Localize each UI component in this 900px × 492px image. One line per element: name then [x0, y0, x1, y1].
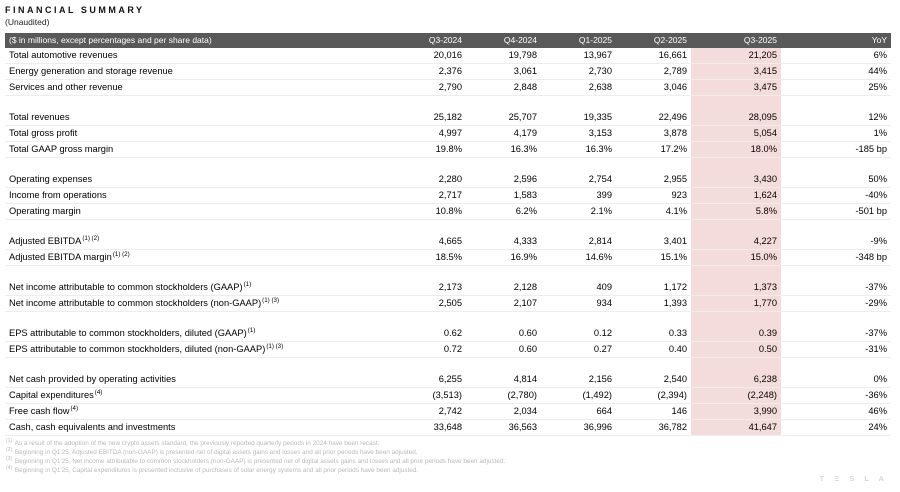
footnote-marker: (1) — [247, 326, 256, 334]
cell-value: -37% — [865, 282, 887, 292]
cell-value: 17.2% — [660, 144, 687, 154]
spacer-cell — [616, 158, 691, 172]
cell-value: 50% — [868, 174, 887, 184]
cell-value: 3,430 — [691, 172, 781, 187]
spacer-cell — [466, 158, 541, 172]
column-header-q3-2025: Q3-2025 — [743, 35, 777, 45]
spacer-cell — [466, 220, 541, 234]
cell-value: 25,707 — [508, 112, 537, 122]
cell-value: 1,583 — [513, 190, 537, 200]
cell-value: 0.12 — [593, 328, 612, 338]
table-row — [5, 420, 891, 436]
table-row — [5, 388, 891, 404]
column-header-yoy: YoY — [871, 35, 887, 45]
cell-value: 15.1% — [660, 252, 687, 262]
cell-value: 15.0% — [691, 250, 781, 265]
table-row — [5, 188, 891, 204]
cell-value: 6% — [873, 50, 887, 60]
footnote — [5, 448, 895, 457]
cell-value: 2,505 — [438, 298, 462, 308]
cell-value: (2,248) — [691, 388, 781, 403]
footnote-marker: (1) (2) — [112, 250, 130, 258]
row-label-text: Total automotive revenues — [9, 50, 118, 60]
column-header-q3-2024: Q3-2024 — [428, 35, 462, 45]
cell-value: 4,814 — [513, 374, 537, 384]
cell-value: 0.33 — [668, 328, 687, 338]
footnote-number: (3) — [6, 456, 13, 463]
row-label-text: Total GAAP gross margin — [9, 144, 114, 154]
row-label-text: Net cash provided by operating activities — [9, 374, 176, 384]
footnote — [5, 457, 895, 466]
spacer-cell — [541, 220, 616, 234]
cell-value: 0.60 — [518, 344, 537, 354]
row-label — [5, 126, 391, 141]
cell-value: 36,996 — [583, 422, 612, 432]
cell-value: 20,016 — [433, 50, 462, 60]
spacer-cell — [781, 266, 891, 280]
table-spacer-row — [5, 158, 891, 172]
row-label-text: Services and other revenue — [9, 82, 123, 92]
cell-value: -348 bp — [855, 252, 887, 262]
footnote-marker: (1) (3) — [266, 342, 284, 350]
cell-value: 41,647 — [691, 420, 781, 435]
table-row — [5, 204, 891, 220]
row-label — [5, 250, 391, 265]
spacer-cell — [391, 312, 466, 326]
cell-value: 0.50 — [691, 342, 781, 357]
cell-value: 3,153 — [588, 128, 612, 138]
row-label-text: Total gross profit — [9, 128, 78, 138]
column-header-q2-2025: Q2-2025 — [653, 35, 687, 45]
cell-value: 4.1% — [665, 206, 687, 216]
footnote-number: (4) — [6, 465, 13, 472]
cell-value: 3,046 — [663, 82, 687, 92]
table-row — [5, 80, 891, 96]
row-label — [5, 142, 391, 157]
spacer-cell — [691, 220, 781, 234]
spacer-cell — [5, 96, 391, 110]
table-row — [5, 48, 891, 64]
table-spacer-row — [5, 358, 891, 372]
table-row — [5, 126, 891, 142]
spacer-cell — [541, 312, 616, 326]
cell-value: 19.8% — [435, 144, 462, 154]
cell-value: 0.72 — [443, 344, 462, 354]
spacer-cell — [691, 358, 781, 372]
table-row — [5, 64, 891, 80]
cell-value: 14.6% — [585, 252, 612, 262]
row-label — [5, 188, 391, 203]
cell-value: 2,955 — [663, 174, 687, 184]
row-label — [5, 296, 391, 311]
tesla-logo: T Ξ S L A — [819, 474, 888, 483]
spacer-cell — [391, 266, 466, 280]
table-row — [5, 250, 891, 266]
footnote-marker: (1) (2) — [82, 234, 100, 242]
spacer-cell — [616, 220, 691, 234]
cell-value: 2,156 — [588, 374, 612, 384]
table-spacer-row — [5, 266, 891, 280]
cell-value: 2,034 — [513, 406, 537, 416]
spacer-cell — [781, 312, 891, 326]
cell-value: 2,638 — [588, 82, 612, 92]
footnote-marker: (1) — [243, 280, 252, 288]
spacer-cell — [5, 158, 391, 172]
cell-value: 2,173 — [438, 282, 462, 292]
footnotes-block — [5, 439, 895, 475]
spacer-cell — [781, 96, 891, 110]
row-label-text: Operating margin — [9, 206, 81, 216]
spacer-cell — [541, 96, 616, 110]
cell-value: -501 bp — [855, 206, 887, 216]
footnote-text: Beginning in Q1'25, Capital expenditures is presented inclusive of purchases of solar energy systems and all prior periods have been adjusted. — [14, 467, 419, 475]
cell-value: 1,770 — [691, 296, 781, 311]
cell-value: 4,665 — [438, 236, 462, 246]
footnote-number: (1) — [6, 437, 13, 444]
cell-value: 5.8% — [691, 204, 781, 219]
cell-value: 6,255 — [438, 374, 462, 384]
financial-summary-table — [5, 33, 891, 436]
cell-value: 10.8% — [435, 206, 462, 216]
cell-value: 0.39 — [691, 326, 781, 341]
table-row — [5, 280, 891, 296]
spacer-cell — [5, 266, 391, 280]
cell-value: 12% — [868, 112, 887, 122]
spacer-cell — [541, 158, 616, 172]
spacer-cell — [781, 358, 891, 372]
cell-value: (2,394) — [657, 390, 687, 400]
cell-value: 934 — [596, 298, 612, 308]
table-row — [5, 372, 891, 388]
row-label — [5, 204, 391, 219]
spacer-cell — [616, 312, 691, 326]
cell-value: 3,878 — [663, 128, 687, 138]
column-header-q4-2024: Q4-2024 — [503, 35, 537, 45]
row-label-text: Cash, cash equivalents and investments — [9, 422, 176, 432]
spacer-cell — [5, 312, 391, 326]
spacer-cell — [466, 266, 541, 280]
cell-value: (3,513) — [432, 390, 462, 400]
cell-value: 0.40 — [668, 344, 687, 354]
row-label — [5, 80, 391, 95]
cell-value: 2,754 — [588, 174, 612, 184]
row-label-text: Total revenues — [9, 112, 70, 122]
spacer-cell — [5, 220, 391, 234]
row-label — [5, 234, 391, 249]
row-label-text: EPS attributable to common stockholders, diluted (GAAP) — [9, 328, 247, 338]
spacer-cell — [391, 96, 466, 110]
cell-value: 2,848 — [513, 82, 537, 92]
cell-value: -29% — [865, 298, 887, 308]
table-header-caption: ($ in millions, except percentages and per share data) — [9, 35, 212, 45]
table-header-row — [5, 33, 891, 48]
row-label — [5, 372, 391, 387]
table-row — [5, 172, 891, 188]
cell-value: 399 — [596, 190, 612, 200]
row-label-text: Capital expenditures — [9, 390, 94, 400]
cell-value: 19,335 — [583, 112, 612, 122]
cell-value: 16.3% — [585, 144, 612, 154]
cell-value: 664 — [596, 406, 612, 416]
footnote — [5, 466, 895, 475]
cell-value: 1,172 — [663, 282, 687, 292]
cell-value: 4,227 — [691, 234, 781, 249]
footnote-marker: (4) — [94, 388, 103, 396]
cell-value: 2,814 — [588, 236, 612, 246]
spacer-cell — [541, 358, 616, 372]
cell-value: 1% — [873, 128, 887, 138]
row-label-text: Adjusted EBITDA margin — [9, 252, 112, 262]
spacer-cell — [691, 266, 781, 280]
cell-value: 18.5% — [435, 252, 462, 262]
cell-value: 2,790 — [438, 82, 462, 92]
cell-value: 16,661 — [658, 50, 687, 60]
cell-value: 16.3% — [510, 144, 537, 154]
row-label — [5, 404, 391, 419]
row-label — [5, 326, 391, 341]
cell-value: 0% — [873, 374, 887, 384]
row-label — [5, 342, 391, 357]
cell-value: -36% — [865, 390, 887, 400]
footnote-text: Beginning in Q1'25, Net income attributable to common stockholders (non-GAAP) is presented net of digital assets gains and losses and all prior periods have been adjusted. — [14, 458, 506, 466]
cell-value: -185 bp — [855, 144, 887, 154]
cell-value: 36,782 — [658, 422, 687, 432]
spacer-cell — [781, 220, 891, 234]
table-row — [5, 142, 891, 158]
spacer-cell — [466, 358, 541, 372]
cell-value: 409 — [596, 282, 612, 292]
spacer-cell — [391, 158, 466, 172]
spacer-cell — [5, 358, 391, 372]
cell-value: 4,997 — [438, 128, 462, 138]
row-label-text: Adjusted EBITDA — [9, 236, 82, 246]
spacer-cell — [691, 96, 781, 110]
cell-value: -37% — [865, 328, 887, 338]
cell-value: 146 — [671, 406, 687, 416]
cell-value: 25% — [868, 82, 887, 92]
cell-value: 6,238 — [691, 372, 781, 387]
page-title: FINANCIAL SUMMARY — [5, 5, 145, 15]
spacer-cell — [466, 312, 541, 326]
row-label-text: Net income attributable to common stockholders (non-GAAP) — [9, 298, 262, 308]
cell-value: 28,095 — [691, 110, 781, 125]
row-label-text: Net income attributable to common stockholders (GAAP) — [9, 282, 243, 292]
cell-value: 2,107 — [513, 298, 537, 308]
spacer-cell — [541, 266, 616, 280]
cell-value: 16.9% — [510, 252, 537, 262]
cell-value: 4,179 — [513, 128, 537, 138]
cell-value: 0.27 — [593, 344, 612, 354]
column-header-q1-2025: Q1-2025 — [578, 35, 612, 45]
cell-value: 2,596 — [513, 174, 537, 184]
cell-value: 13,967 — [583, 50, 612, 60]
cell-value: 3,990 — [691, 404, 781, 419]
cell-value: 0.60 — [518, 328, 537, 338]
footnote — [5, 439, 895, 448]
cell-value: 2,742 — [438, 406, 462, 416]
cell-value: 3,415 — [691, 64, 781, 79]
cell-value: 3,061 — [513, 66, 537, 76]
row-label-text: EPS attributable to common stockholders, diluted (non-GAAP) — [9, 344, 266, 354]
cell-value: 19,798 — [508, 50, 537, 60]
cell-value: -31% — [865, 344, 887, 354]
footnote-marker: (4) — [70, 404, 79, 412]
cell-value: 2,280 — [438, 174, 462, 184]
cell-value: (2,780) — [507, 390, 537, 400]
footnote-text: As a result of the adoption of the new crypto assets standard, the previously reported quarterly periods in 2024 have been recast. — [14, 440, 380, 447]
table-spacer-row — [5, 96, 891, 110]
spacer-cell — [391, 358, 466, 372]
spacer-cell — [616, 96, 691, 110]
cell-value: 1,393 — [663, 298, 687, 308]
cell-value: 3,475 — [691, 80, 781, 95]
spacer-cell — [616, 358, 691, 372]
row-label-text: Income from operations — [9, 190, 107, 200]
cell-value: 3,401 — [663, 236, 687, 246]
cell-value: 2.1% — [590, 206, 612, 216]
cell-value: 923 — [671, 190, 687, 200]
cell-value: 2,730 — [588, 66, 612, 76]
table-row — [5, 404, 891, 420]
row-label — [5, 280, 391, 295]
cell-value: 24% — [868, 422, 887, 432]
cell-value: 44% — [868, 66, 887, 76]
row-label — [5, 110, 391, 125]
cell-value: 33,648 — [433, 422, 462, 432]
table-row — [5, 234, 891, 250]
cell-value: 4,333 — [513, 236, 537, 246]
cell-value: 0.62 — [443, 328, 462, 338]
cell-value: 21,205 — [691, 48, 781, 63]
cell-value: 6.2% — [515, 206, 537, 216]
row-label-text: Free cash flow — [9, 406, 70, 416]
cell-value: 2,540 — [663, 374, 687, 384]
row-label — [5, 48, 391, 63]
spacer-cell — [466, 96, 541, 110]
table-row — [5, 110, 891, 126]
cell-value: 2,376 — [438, 66, 462, 76]
cell-value: 2,717 — [438, 190, 462, 200]
cell-value: 2,789 — [663, 66, 687, 76]
row-label — [5, 64, 391, 79]
cell-value: -40% — [865, 190, 887, 200]
cell-value: 2,128 — [513, 282, 537, 292]
row-label — [5, 420, 391, 435]
table-spacer-row — [5, 220, 891, 234]
footnote-number: (2) — [6, 446, 13, 453]
spacer-cell — [616, 266, 691, 280]
cell-value: 22,496 — [658, 112, 687, 122]
row-label-text: Operating expenses — [9, 174, 93, 184]
footnote-text: Beginning in Q1'25, Adjusted EBITDA (non-GAAP) is presented net of digital assets gains and losses and all prior periods have been adjusted. — [14, 449, 418, 457]
spacer-cell — [781, 158, 891, 172]
cell-value: 1,373 — [691, 280, 781, 295]
table-spacer-row — [5, 312, 891, 326]
cell-value: 25,182 — [433, 112, 462, 122]
cell-value: 46% — [868, 406, 887, 416]
table-body — [5, 48, 891, 436]
row-label — [5, 172, 391, 187]
spacer-cell — [691, 158, 781, 172]
table-row — [5, 342, 891, 358]
spacer-cell — [691, 312, 781, 326]
cell-value: (1,492) — [582, 390, 612, 400]
row-label — [5, 388, 391, 403]
cell-value: 36,563 — [508, 422, 537, 432]
cell-value: 18.0% — [691, 142, 781, 157]
table-row — [5, 326, 891, 342]
cell-value: -9% — [870, 236, 887, 246]
table-row — [5, 296, 891, 312]
spacer-cell — [391, 220, 466, 234]
cell-value: 1,624 — [691, 188, 781, 203]
cell-value: 5,054 — [691, 126, 781, 141]
page-subtitle: (Unaudited) — [5, 17, 50, 27]
footnote-marker: (1) (3) — [262, 296, 280, 304]
row-label-text: Energy generation and storage revenue — [9, 66, 173, 76]
